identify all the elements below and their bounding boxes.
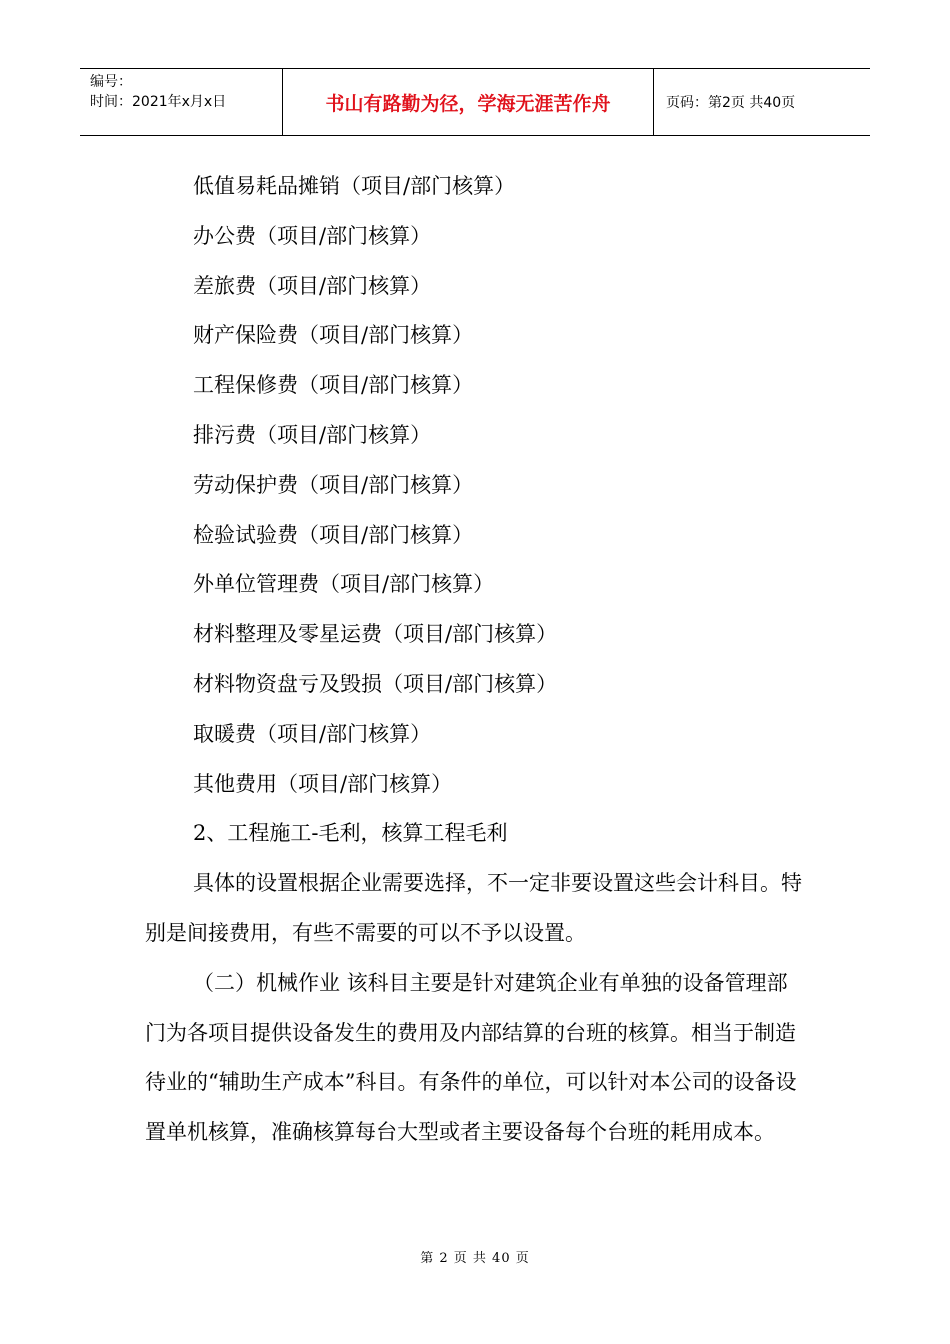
list-item: 材料物资盘亏及毁损（项目/部门核算） [193,671,558,696]
header-left-cell [80,69,282,135]
page-footer: 第 2 页 共 40 页 [420,1251,530,1266]
list-item: 工程保修费（项目/部门核算） [193,373,474,398]
body-paragraph: 具体的设置根据企业需要选择，不一定非要设置这些会计科目。特别是间接费用，有些不需要的可以不予以设置。 [145,871,802,945]
document-body [145,162,805,1158]
header-page-info: 页码：第2页 共40页 [666,95,796,111]
list-item: 材料整理及零星运费（项目/部门核算） [193,622,558,647]
header-motto: 书山有路勤为径，学海无涯苦作舟 [282,69,654,135]
list-item: 劳动保护费（项目/部门核算） [193,472,474,497]
list-item: 外单位管理费（项目/部门核算） [193,572,495,597]
page-header [80,68,870,136]
list-item: 低值易耗品摊销（项目/部门核算） [193,174,516,198]
list-item: 取暖费（项目/部门核算） [193,721,432,746]
list-item: 排污费（项目/部门核算） [193,422,432,447]
document-number-label: 编号： [90,74,132,90]
list-item: 差旅费（项目/部门核算） [193,273,432,298]
list-item: 办公费（项目/部门核算） [193,223,432,248]
list-item: 财产保险费（项目/部门核算） [193,323,474,348]
list-item: 其他费用（项目/部门核算） [193,771,453,796]
body-paragraph: （二）机械作业 该科目主要是针对建筑企业有单独的设备管理部门为各项目提供设备发生的费用及内部结算的台班的核算。相当于制造待业的“辅助生产成本”科目。有条件的单位，可以针对本公司的设备设置单机核算，准确核算每台大型或者主要设备每个台班的耗用成本。 [145,970,797,1145]
section-heading: 2、工程施工-毛利，核算工程毛利 [193,821,508,846]
document-date-label: 时间：2021年x月x日 [90,94,227,110]
list-item: 检验试验费（项目/部门核算） [193,522,474,547]
